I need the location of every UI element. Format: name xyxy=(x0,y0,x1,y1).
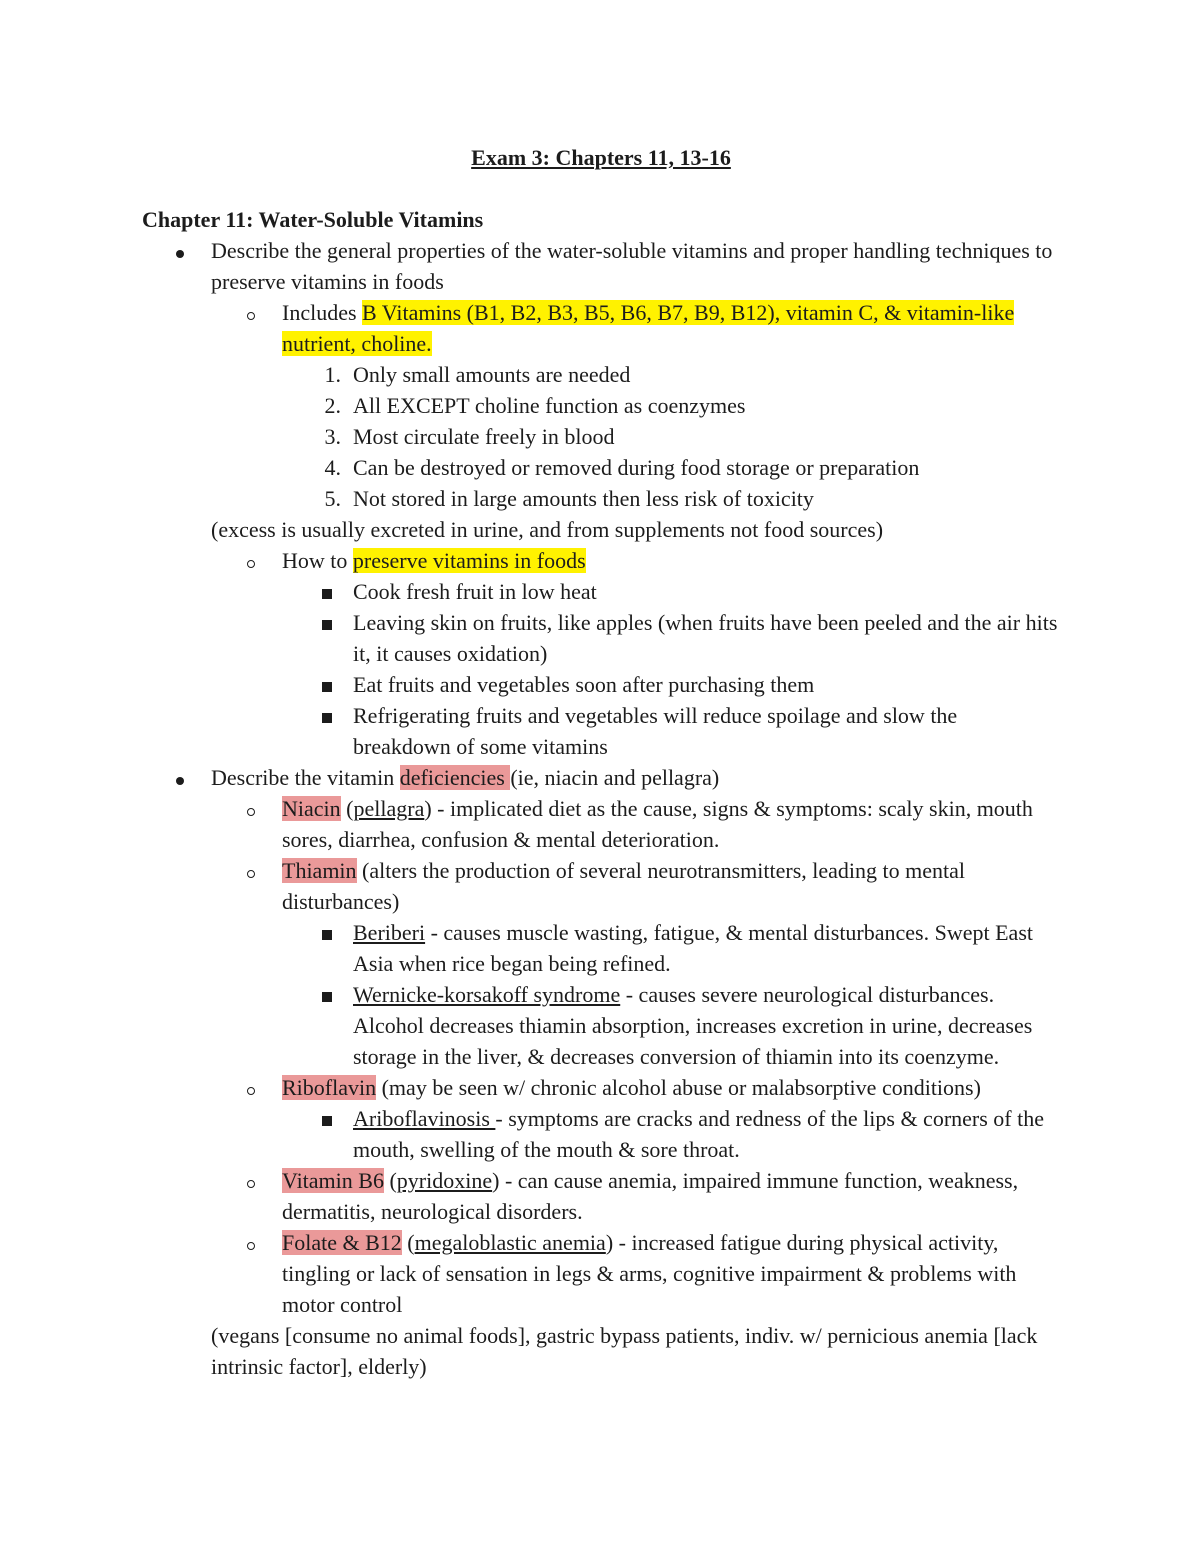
populations-note: (vegans [consume no animal foods], gastric bypass patients, indiv. w/ pernicious anemia [lack intrinsic factor], elderly) xyxy=(211,1323,1038,1379)
includes-item: Includes B Vitamins (B1, B2, B3, B5, B6, B7, B9, B12), vitamin C, & vitamin-like nutrient, choline. xyxy=(211,297,1060,359)
circle-bullet-icon xyxy=(241,1072,261,1103)
list-item: Beriberi - causes muscle wasting, fatigue, & mental disturbances. Swept East Asia when rice began being refined. xyxy=(353,917,1060,979)
preserve-list xyxy=(211,576,1060,762)
disc-bullet-icon xyxy=(170,235,190,266)
list-item: 5. Not stored in large amounts then less risk of toxicity xyxy=(324,486,814,511)
includes-highlight: B Vitamins (B1, B2, B3, B5, B6, B7, B9, B12), vitamin C, & vitamin-like nutrient, choline. xyxy=(282,300,1015,356)
excess-note: (excess is usually excreted in urine, and from supplements not food sources) xyxy=(211,517,884,542)
square-bullet-icon xyxy=(317,917,337,948)
list-item: Ariboflavinosis - symptoms are cracks and redness of the lips & corners of the mouth, swelling of the mouth & sore throat. xyxy=(353,1103,1060,1165)
square-bullet-icon xyxy=(317,669,337,700)
circle-bullet-icon xyxy=(241,1227,261,1258)
objective-2 xyxy=(142,762,1060,1382)
list-item: 1. Only small amounts are needed xyxy=(324,362,631,387)
circle-bullet-icon xyxy=(241,1165,261,1196)
circle-bullet-icon xyxy=(241,855,261,886)
square-bullet-icon xyxy=(317,1103,337,1134)
circle-bullet-icon xyxy=(241,545,261,576)
list-item: 3. Most circulate freely in blood xyxy=(324,424,615,449)
list-item: 4. Can be destroyed or removed during food storage or preparation xyxy=(324,455,920,480)
square-bullet-icon xyxy=(317,700,337,731)
disc-bullet-icon xyxy=(170,762,190,793)
list-item: Wernicke-korsakoff syndrome - causes severe neurological disturbances. Alcohol decreases thiamin absorption, increases excretion in urine, decreases storage in the liver, & decreases conversion of thiamin into its coenzyme. xyxy=(353,979,1060,1072)
square-bullet-icon xyxy=(317,576,337,607)
list-item: 2. All EXCEPT choline function as coenzymes xyxy=(324,393,746,418)
chapter-heading: Chapter 11: Water-Soluble Vitamins xyxy=(142,207,484,232)
list-item: Eat fruits and vegetables soon after purchasing them xyxy=(353,669,1060,700)
list-item: Refrigerating fruits and vegetables will reduce spoilage and slow the breakdown of some vitamins xyxy=(353,700,1060,762)
niacin-item: Niacin (pellagra) - implicated diet as the cause, signs & symptoms: scaly skin, mouth sores, diarrhea, confusion & mental deterioration. xyxy=(211,793,1060,855)
b6-item: Vitamin B6 (pyridoxine) - can cause anemia, impaired immune function, weakness, dermatitis, neurological disorders. xyxy=(211,1165,1060,1227)
document-title: Exam 3: Chapters 11, 13-16 xyxy=(471,145,731,170)
thiamin-item: Thiamin (alters the production of several neurotransmitters, leading to mental disturbances) xyxy=(211,855,1060,917)
properties-list xyxy=(211,359,1060,514)
preserve-highlight: preserve vitamins in foods xyxy=(352,548,586,573)
square-bullet-icon xyxy=(317,979,337,1010)
list-item: Cook fresh fruit in low heat xyxy=(353,576,1060,607)
riboflavin-item: Riboflavin (may be seen w/ chronic alcohol abuse or malabsorptive conditions) xyxy=(211,1072,1060,1103)
objective-1-text: Describe the general properties of the water-soluble vitamins and proper handling techniques to preserve vitamins in foods xyxy=(211,238,1053,294)
thiamin-list xyxy=(211,917,1060,1072)
list-item: Leaving skin on fruits, like apples (when fruits have been peeled and the air hits it, it causes oxidation) xyxy=(353,607,1060,669)
circle-bullet-icon xyxy=(241,297,261,328)
folate-item: Folate & B12 (megaloblastic anemia) - increased fatigue during physical activity, tingling or lack of sensation in legs & arms, cognitive impairment & problems with motor control xyxy=(211,1227,1060,1320)
circle-bullet-icon xyxy=(241,793,261,824)
objective-1 xyxy=(142,235,1060,762)
riboflavin-list xyxy=(211,1103,1060,1165)
preserve-item: How to preserve vitamins in foods xyxy=(211,545,1060,576)
objective-2-text: Describe the vitamin deficiencies (ie, niacin and pellagra) xyxy=(211,765,720,790)
square-bullet-icon xyxy=(317,607,337,638)
